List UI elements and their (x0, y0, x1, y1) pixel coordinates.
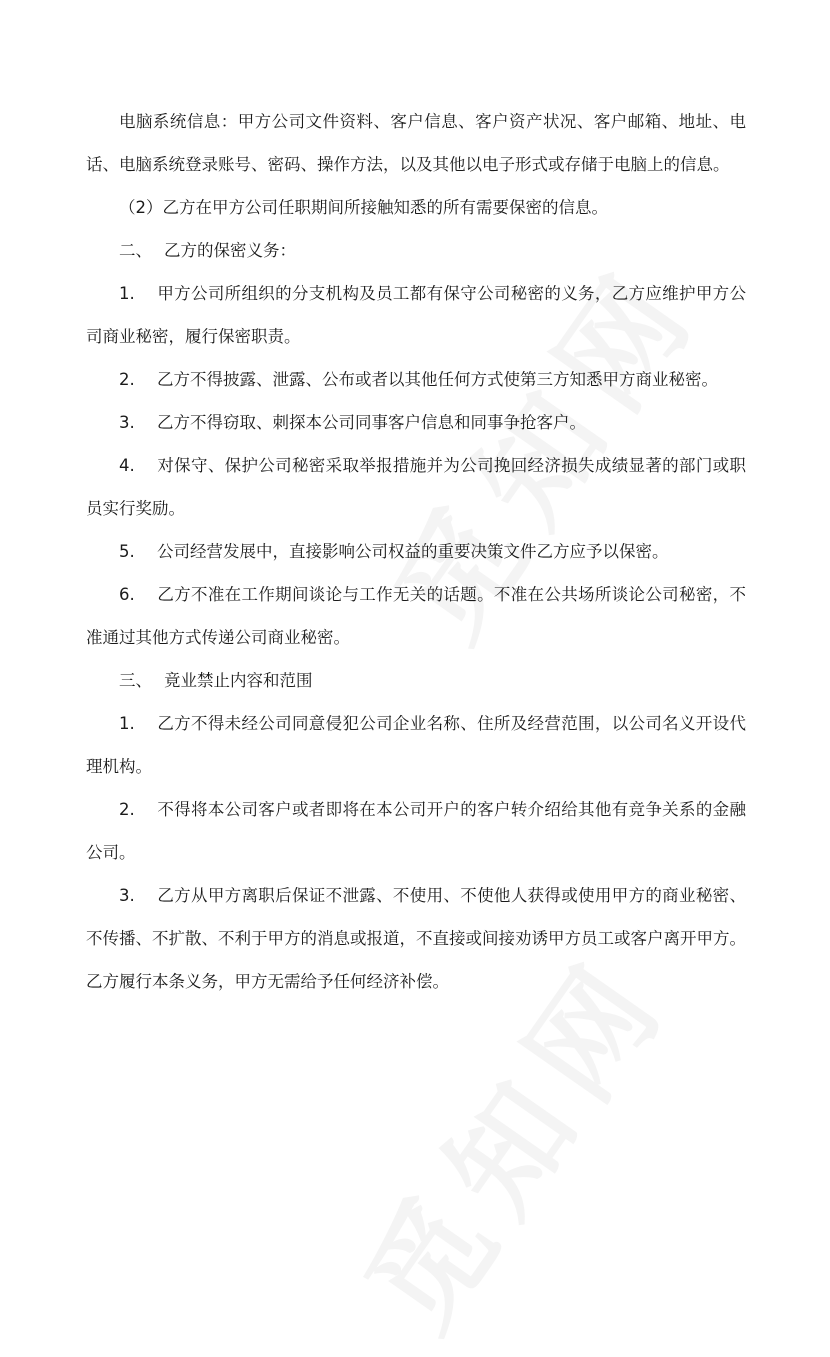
item-number: 1. (119, 284, 135, 303)
list-item (86, 573, 746, 659)
item-number: 4. (119, 456, 135, 475)
list-item (86, 401, 746, 444)
item-text: 不得将本公司客户或者即将在本公司开户的客户转介绍给其他有竞争关系的金融公司。 (86, 800, 746, 862)
item-number: 3. (119, 886, 135, 905)
paragraph-computer-info: 电脑系统信息：甲方公司文件资料、客户信息、客户资产状况、客户邮箱、地址、电话、电脑系统登录账号、密码、操作方法，以及其他以电子形式或存储于电脑上的信息。 (86, 112, 746, 174)
list-item (86, 358, 746, 401)
section-heading-3 (86, 659, 746, 702)
item-number: 6. (119, 585, 135, 604)
list-item (86, 272, 746, 358)
list-item (86, 444, 746, 530)
list-item (86, 788, 746, 874)
section-title: 乙方的保密义务： (164, 241, 296, 260)
item-text: 乙方不得披露、泄露、公布或者以其他任何方式使第三方知悉甲方商业秘密。 (157, 370, 718, 389)
item-text: 公司经营发展中，直接影响公司权益的重要决策文件乙方应予以保密。 (157, 542, 669, 561)
item-text: 甲方公司所组织的分支机构及员工都有保守公司秘密的义务，乙方应维护甲方公司商业秘密，履行保密职责。 (86, 284, 746, 346)
paragraph-clause-2: （2）乙方在甲方公司任职期间所接触知悉的所有需要保密的信息。 (119, 198, 608, 217)
item-number: 5. (119, 542, 135, 561)
section-heading-2 (86, 229, 746, 272)
section-number: 二、 (119, 241, 152, 260)
list-item (86, 874, 746, 1003)
item-text: 乙方不得未经公司同意侵犯公司企业名称、住所及经营范围，以公司名义开设代理机构。 (86, 714, 746, 776)
document-body (86, 100, 746, 1003)
section-title: 竟业禁止内容和范围 (164, 671, 313, 690)
item-text: 乙方不准在工作期间谈论与工作无关的话题。不准在公共场所谈论公司秘密，不准通过其他方式传递公司商业秘密。 (86, 585, 746, 647)
item-text: 对保守、保护公司秘密采取举报措施并为公司挽回经济损失成绩显著的部门或职员实行奖励。 (86, 456, 746, 518)
item-number: 3. (119, 413, 135, 432)
item-number: 2. (119, 800, 135, 819)
list-item (86, 702, 746, 788)
list-item (86, 530, 746, 573)
item-number: 2. (119, 370, 135, 389)
item-text: 乙方不得窃取、刺探本公司同事客户信息和同事争抢客户。 (157, 413, 586, 432)
item-number: 1. (119, 714, 135, 733)
item-text: 乙方从甲方离职后保证不泄露、不使用、不使他人获得或使用甲方的商业秘密、不传播、不扩散、不利于甲方的消息或报道，不直接或间接劝诱甲方员工或客户离开甲方。乙方履行本条义务，甲方无需给予任何经济补偿。 (86, 886, 746, 991)
section-number: 三、 (119, 671, 152, 690)
